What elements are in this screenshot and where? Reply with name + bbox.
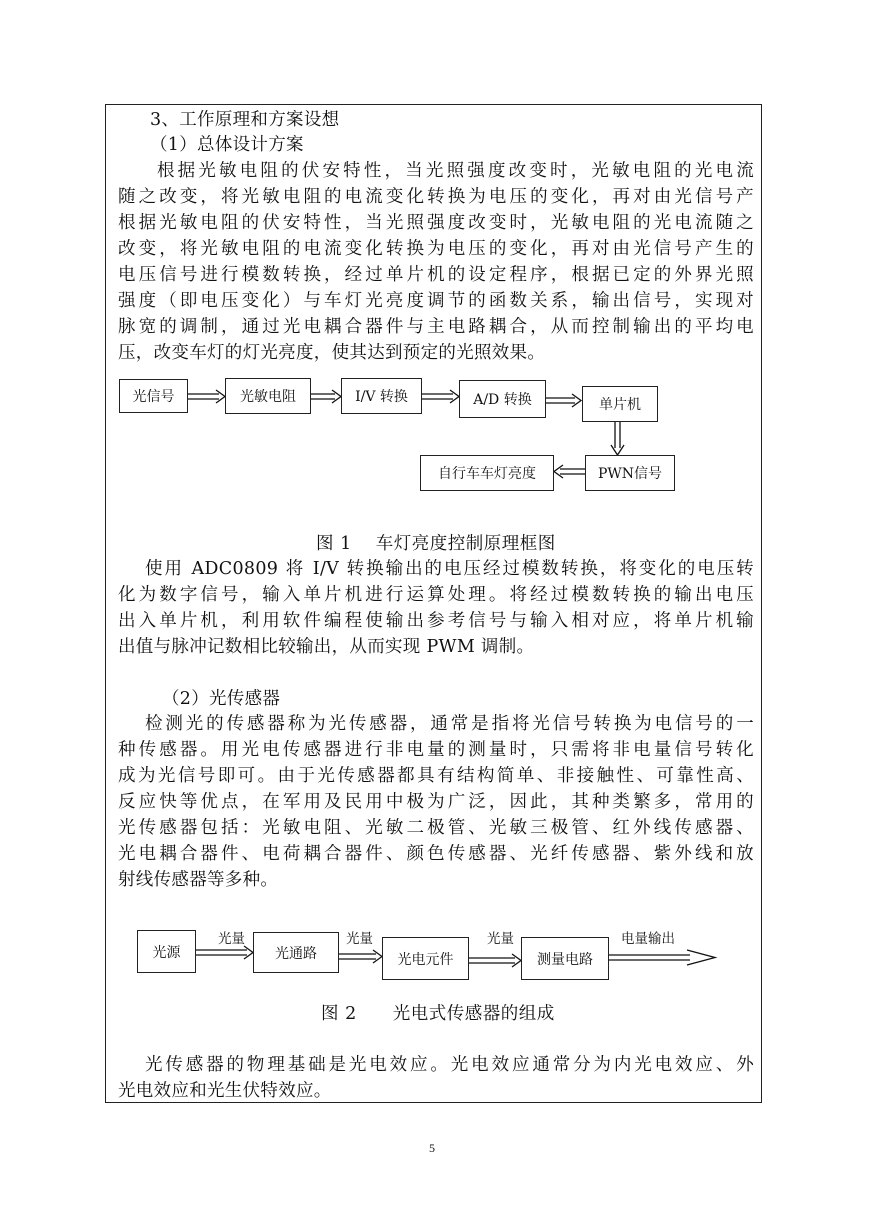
para1-line: 改变，将光敏电阻的电流变化转换为电压的变化，再对由光信号产生的 (118, 239, 754, 259)
page-number: 5 (429, 1141, 435, 1155)
figure1-box-mcu: 单片机 (582, 386, 658, 422)
figure2-arrow-label: 电量输出 (621, 931, 675, 947)
para1-line: 强度（即电压变化）与车灯光亮度调节的函数关系，输出信号，实现对 (118, 291, 754, 311)
para1-line: 根据光敏电阻的伏安特性，当光照强度改变时，光敏电阻的光电流 (157, 161, 754, 181)
subsection-1-heading: （1）总体设计方案 (150, 135, 304, 155)
para2-line: 使用 ADC0809 将 I/V 转换输出的电压经过模数转换，将变化的电压转 (145, 559, 754, 579)
para2-line: 出入单片机，利用软件编程使输出参考信号与输入相对应，将单片机输 (118, 611, 754, 631)
figure2-arrow (469, 954, 521, 967)
section-heading: 3、工作原理和方案设想 (150, 110, 340, 130)
figure2-arrow (609, 950, 715, 965)
para3-line: 检测光的传感器称为光传感器，通常是指将光信号转换为电信号的一 (145, 714, 754, 734)
para1-line: 脉宽的调制，通过光电耦合器件与主电路耦合，从而控制输出的平均电 (118, 317, 754, 337)
figure2-caption: 图 2 光电式传感器的组成 (321, 1004, 555, 1024)
para4-line: 光电效应和光生伏特效应。 (118, 1081, 332, 1101)
figure1-box-bike-lamp: 自行车车灯亮度 (420, 455, 554, 491)
para3-line: 射线传感器等多种。 (118, 870, 279, 890)
para4-line: 光传感器的物理基础是光电效应。光电效应通常分为内光电效应、外 (145, 1055, 754, 1075)
para3-line: 反应快等优点，在军用及民用中极为广泛，因此，其种类繁多，常用的 (118, 792, 754, 812)
para3-line: 光传感器包括：光敏电阻、光敏二极管、光敏三极管、红外线传感器、 (118, 818, 754, 838)
para1-line: 压，改变车灯的灯光亮度，使其达到预定的光照效果。 (118, 343, 546, 363)
figure2-box-light-path: 光通路 (253, 932, 339, 973)
para2-line: 化为数字信号，输入单片机进行运算处理。将经过模数转换的输出电压 (118, 585, 754, 605)
figure1-box-iv-convert: I/V 转换 (341, 378, 422, 414)
figure2-box-light-source: 光源 (137, 930, 196, 973)
para1-line: 电压信号进行模数转换，经过单片机的设定程序，根据已定的外界光照 (118, 265, 754, 285)
figure1-caption: 图 1 车灯亮度控制原理框图 (316, 534, 556, 554)
para1-line: 随之改变，将光敏电阻的电流变化转换为电压的变化，再对由光信号产 (118, 187, 754, 207)
figure2-arrow-label: 光量 (487, 931, 514, 947)
figure2-arrow (339, 950, 382, 963)
para3-line: 成为光信号即可。由于光传感器都具有结构简单、非接触性、可靠性高、 (118, 766, 754, 786)
figure1-box-pwn-signal: PWN信号 (585, 455, 675, 491)
figure2-arrow (196, 946, 253, 959)
figure1-box-light-signal: 光信号 (119, 379, 188, 413)
figure1-box-ad-convert: A/D 转换 (459, 380, 546, 418)
figure2-box-photoelectric-element: 光电元件 (382, 937, 469, 980)
subsection-2-heading: （2）光传感器 (162, 689, 281, 709)
para1-line: 根据光敏电阻的伏安特性，当光照强度改变时，光敏电阻的光电流随之 (118, 213, 754, 233)
figure2-arrow-label: 光量 (218, 931, 245, 947)
para3-line: 种传感器。用光电传感器进行非电量的测量时，只需将非电量信号转化 (118, 740, 754, 760)
figure2-arrow-label: 光量 (346, 931, 373, 947)
para3-line: 光电耦合器件、电荷耦合器件、颜色传感器、光纤传感器、紫外线和放 (118, 844, 754, 864)
para2-line: 出值与脉冲记数相比较输出，从而实现 PWM 调制。 (118, 637, 535, 657)
figure1-box-photoresistor: 光敏电阻 (225, 378, 311, 414)
figure2-box-measure-circuit: 测量电路 (521, 937, 609, 980)
